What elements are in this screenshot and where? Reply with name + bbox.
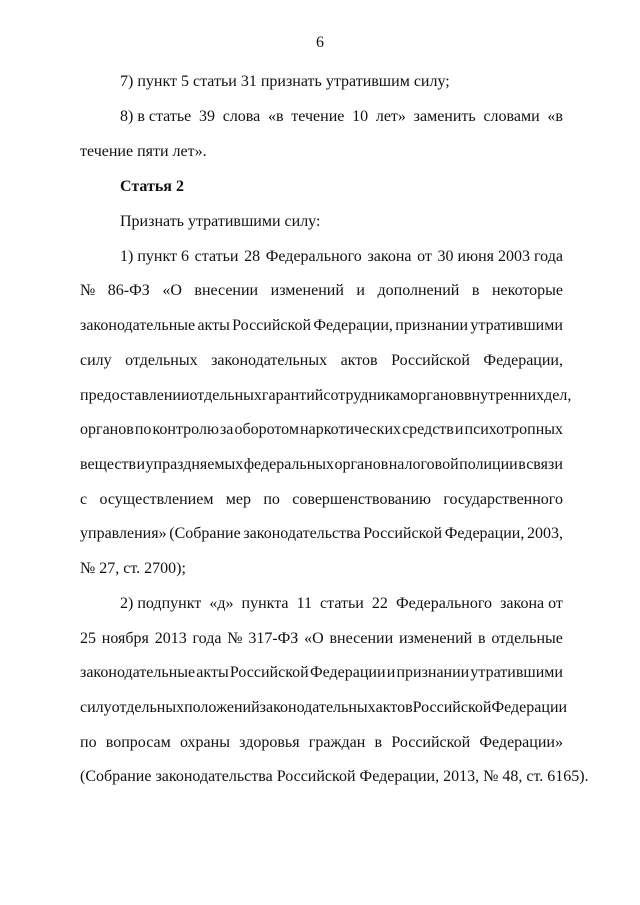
word: 22	[371, 595, 388, 612]
word: 8) в статье	[120, 108, 192, 125]
word: отдельных	[189, 387, 262, 404]
word: в	[374, 734, 383, 751]
word: акты	[196, 664, 229, 681]
item-8-line-1	[120, 107, 563, 127]
word: управления»	[80, 525, 167, 542]
word: и	[356, 282, 365, 299]
word: силу	[80, 699, 112, 716]
sub1-line-3	[80, 316, 563, 336]
word: осуществлением	[99, 491, 214, 508]
word: признании	[396, 664, 470, 681]
word: «в	[547, 108, 563, 125]
word: государственного	[443, 491, 563, 508]
word: оборотом	[234, 421, 299, 438]
word: законодательных	[259, 699, 376, 716]
word: закона от	[500, 595, 563, 612]
word: законодательства	[243, 525, 361, 542]
word: Федерации»	[479, 734, 563, 751]
word: признании	[395, 317, 469, 334]
sub1-line-10: № 27, ст. 2700);	[80, 560, 186, 577]
word: полиции	[459, 456, 518, 473]
word: законодательные	[80, 317, 196, 334]
word: гарантий	[261, 387, 324, 404]
word: изменений	[398, 630, 473, 647]
word: психотропных	[464, 421, 563, 438]
word: утратившими	[470, 317, 563, 334]
word: пункта	[241, 595, 289, 612]
word: Федерации	[309, 664, 386, 681]
word: дел,	[544, 387, 572, 404]
word: здоровья	[239, 734, 300, 751]
word: Федерации	[491, 699, 568, 716]
word: в	[471, 282, 480, 299]
word: вопросам	[105, 734, 171, 751]
word: 1) пункт 6	[120, 248, 190, 265]
word: 2003,	[526, 525, 563, 542]
sub2-line-2	[80, 629, 563, 649]
word: года	[192, 630, 222, 647]
sub2-line-1	[120, 594, 563, 614]
word: внесении	[194, 282, 259, 299]
page-number: 6	[316, 34, 324, 51]
word: связи	[526, 456, 563, 473]
word: внутренних	[464, 387, 545, 404]
word: 11	[296, 595, 312, 612]
sub1-line-7	[80, 455, 563, 475]
word: и	[136, 456, 146, 473]
word: 28	[244, 248, 261, 265]
sub1-line-9	[80, 524, 563, 544]
word: в	[518, 456, 526, 473]
sub2-line-5	[80, 733, 563, 753]
word: законодательные	[80, 664, 196, 681]
word: от	[417, 248, 432, 265]
sub1-line-5	[80, 386, 572, 406]
word: веществ	[80, 456, 137, 473]
word: и	[454, 421, 464, 438]
word: 25	[80, 630, 96, 647]
word: отдельные	[491, 630, 563, 647]
word: изменений	[270, 282, 344, 299]
word: «О	[162, 282, 182, 299]
word: предоставлении	[80, 387, 190, 404]
word: Федерации,	[444, 525, 525, 542]
word: акты	[197, 317, 230, 334]
word: слова	[222, 108, 261, 125]
word: граждан	[308, 734, 366, 751]
word: отдельных	[111, 699, 185, 716]
sub1-line-4	[80, 351, 563, 371]
word: мер	[225, 491, 252, 508]
word: сотрудникам	[323, 387, 411, 404]
word: (Собрание	[169, 525, 241, 542]
word: лет»	[375, 108, 406, 125]
word: и	[386, 664, 396, 681]
word: словами	[483, 108, 540, 125]
word: Российской	[412, 699, 492, 716]
word: в	[478, 630, 486, 647]
sub2-line-6: (Собрание законодательства Российской Федерации, 2013, № 48, ст. 6165).	[80, 768, 589, 785]
word: утратившими	[470, 664, 563, 681]
word: 2013	[154, 630, 187, 647]
word: внесении	[329, 630, 394, 647]
word: дополнений	[377, 282, 460, 299]
item-7: 7) пункт 5 статьи 31 признать утратившим силу;	[120, 73, 450, 90]
word: охраны	[179, 734, 230, 751]
word: закона	[367, 248, 412, 265]
repeal-intro: Признать утратившими силу:	[120, 213, 321, 230]
word: течение	[291, 108, 345, 125]
word: «д»	[209, 595, 234, 612]
word: №	[227, 630, 243, 647]
word: законодательных	[211, 352, 328, 369]
word: Российской	[391, 734, 471, 751]
word: наркотических	[300, 421, 401, 438]
word: 2) подпункт	[120, 595, 202, 612]
word: по	[134, 421, 152, 438]
word: за	[219, 421, 234, 438]
word: налоговой	[388, 456, 459, 473]
word: с	[80, 491, 88, 508]
word: упраздняемых	[145, 456, 244, 473]
word: Федерального	[265, 248, 362, 265]
word: «О	[304, 630, 324, 647]
word: «в	[267, 108, 284, 125]
word: 86-ФЗ	[107, 282, 150, 299]
sub2-line-3	[80, 663, 563, 683]
word: отдельных	[125, 352, 198, 369]
word: статьи	[320, 595, 364, 612]
word: Российской	[363, 525, 443, 542]
word: 10	[352, 108, 369, 125]
word: положений	[184, 699, 260, 716]
item-8-line-2: течение пяти лет».	[80, 143, 207, 160]
word: средств	[402, 421, 454, 438]
word: федеральных	[243, 456, 335, 473]
word: по	[80, 734, 97, 751]
word: 30 июня 2003 года	[437, 248, 563, 265]
word: органов	[410, 387, 465, 404]
word: некоторые	[491, 282, 563, 299]
sub1-line-8	[80, 490, 563, 510]
word: 317-ФЗ	[248, 630, 299, 647]
word: совершенствованию	[292, 491, 431, 508]
word: Российской	[232, 317, 312, 334]
word: Федерации,	[313, 317, 393, 334]
word: по	[263, 491, 280, 508]
word: актов	[340, 352, 378, 369]
word: Федерации,	[483, 352, 563, 369]
word: заменить	[413, 108, 476, 125]
word: Российской	[229, 664, 309, 681]
word: органов	[80, 421, 134, 438]
article-2-heading: Статья 2	[120, 178, 184, 195]
word: актов	[375, 699, 413, 716]
word: контролю	[152, 421, 219, 438]
word: ноября	[101, 630, 149, 647]
sub1-line-2	[80, 281, 563, 301]
word: Российской	[391, 352, 470, 369]
word: 39	[198, 108, 215, 125]
word: №	[80, 282, 96, 299]
word: статьи	[194, 248, 239, 265]
word: Федерального	[395, 595, 493, 612]
sub1-line-1	[120, 247, 563, 267]
sub1-line-6	[80, 420, 563, 440]
sub2-line-4	[80, 698, 568, 718]
word: силу	[80, 352, 112, 369]
word: органов	[334, 456, 389, 473]
